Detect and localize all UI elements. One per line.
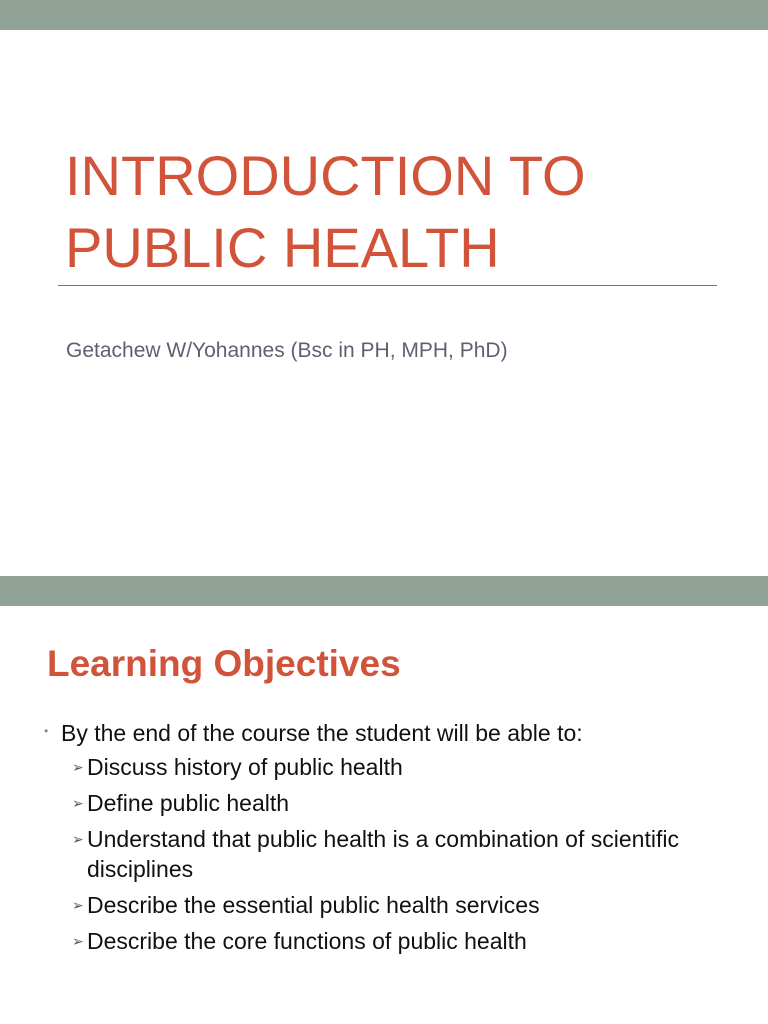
arrow-bullet-icon: ➢ xyxy=(72,759,84,775)
objectives-slide xyxy=(0,606,768,1024)
objective-item xyxy=(72,890,712,920)
objectives-heading: Learning Objectives xyxy=(47,643,401,684)
objective-text: Describe the core functions of public health xyxy=(87,928,527,954)
slide-title-line-2: PUBLIC HEALTH xyxy=(65,216,500,279)
bullet-dot-icon: • xyxy=(44,724,49,738)
arrow-bullet-icon: ➢ xyxy=(72,933,84,949)
objective-item xyxy=(72,824,712,884)
objective-item xyxy=(72,752,712,782)
objective-text: Understand that public health is a combination of scientific disciplines xyxy=(87,826,679,882)
objective-text: Define public health xyxy=(87,790,290,816)
objectives-intro-text: By the end of the course the student will be able to: xyxy=(61,720,583,746)
slide-separator-band xyxy=(0,576,768,606)
objective-item xyxy=(72,926,712,956)
objective-item xyxy=(72,788,712,818)
objectives-intro xyxy=(44,716,583,748)
slide-top-band xyxy=(0,0,768,30)
title-divider xyxy=(58,285,717,286)
slide-title xyxy=(65,140,725,284)
title-slide xyxy=(0,30,768,576)
objectives-list xyxy=(72,752,712,962)
arrow-bullet-icon: ➢ xyxy=(72,831,84,847)
objective-text: Discuss history of public health xyxy=(87,754,403,780)
arrow-bullet-icon: ➢ xyxy=(72,897,84,913)
arrow-bullet-icon: ➢ xyxy=(72,795,84,811)
objective-text: Describe the essential public health services xyxy=(87,892,540,918)
slide-title-line-1: INTRODUCTION TO xyxy=(65,144,586,207)
slide-subtitle: Getachew W/Yohannes (Bsc in PH, MPH, PhD) xyxy=(66,339,508,362)
